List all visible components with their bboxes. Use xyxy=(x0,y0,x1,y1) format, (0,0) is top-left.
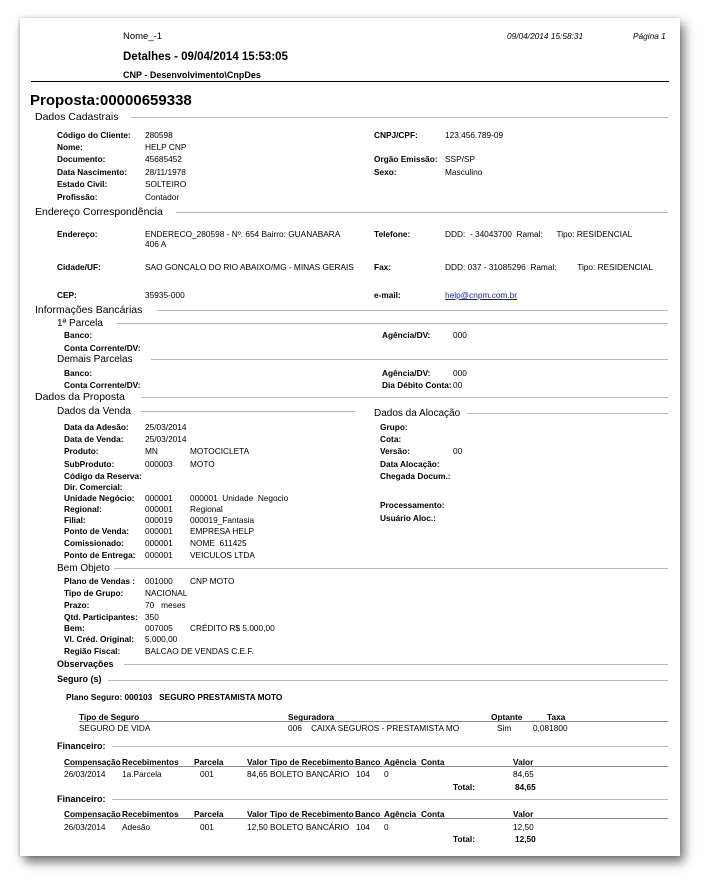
demais-agencia-label: Agência/DV: xyxy=(382,368,431,378)
dia-debito-label: Dia Débito Conta: xyxy=(382,380,452,390)
documento-value: 45685452 xyxy=(145,154,182,164)
proposta-label: Proposta: xyxy=(30,92,101,109)
section-divider xyxy=(157,310,668,311)
fin-col-recebimentos: Recebimentos xyxy=(122,809,179,819)
fin-row-parcela: 001 xyxy=(200,822,214,832)
data-nascimento-label: Data Nascimento: xyxy=(57,167,128,177)
produto-label: Produto: xyxy=(64,446,99,456)
fin-col-parcela: Parcela xyxy=(194,757,224,767)
ponto-entrega-label: Ponto de Entrega: xyxy=(64,550,136,560)
seguro-tipo-value: SEGURO DE VIDA xyxy=(79,723,151,733)
fin-col-parcela: Parcela xyxy=(194,809,224,819)
bem-label: Bem: xyxy=(64,623,85,633)
sexo-label: Sexo: xyxy=(374,167,397,177)
fax-label: Fax: xyxy=(374,262,392,272)
data-adesao-value: 25/03/2014 xyxy=(145,422,187,432)
ponto-venda-desc: EMPRESA HELP xyxy=(190,526,255,536)
produto-desc: MOTOCICLETA xyxy=(190,446,250,456)
seguro-taxa-value: 0,081800 xyxy=(533,723,568,733)
regional-code: 000001 xyxy=(145,504,173,514)
data-adesao-label: Data da Adesão: xyxy=(64,422,129,432)
fin-row-compensacao: 26/03/2014 xyxy=(64,822,106,832)
data-alocacao-label: Data Alocação: xyxy=(380,459,440,469)
dia-debito-value: 00 xyxy=(453,380,463,390)
regiao-fiscal-label: Região Fiscal: xyxy=(64,646,121,656)
profissao-label: Profissão: xyxy=(57,192,98,202)
plano-vendas-label: Plano de Vendas : xyxy=(64,576,136,586)
fin-row-agencia: 0 xyxy=(384,769,389,779)
primeira-agencia-label: Agência/DV: xyxy=(382,330,431,340)
fin-row-recebimentos: Adesão xyxy=(122,822,151,832)
versao-value: 00 xyxy=(453,446,463,456)
seguro-col-tipo: Tipo de Seguro xyxy=(79,712,140,722)
section-divider xyxy=(176,212,668,213)
prazo-value: 70 meses xyxy=(145,600,186,610)
processamento-label: Processamento: xyxy=(380,500,445,510)
section-divider xyxy=(141,397,668,398)
financeiro-title: Financeiro: xyxy=(57,741,106,751)
section-divider xyxy=(124,664,668,665)
subproduto-label: SubProduto: xyxy=(64,459,115,469)
unidade-negocio-label: Unidade Negócio: xyxy=(64,493,135,503)
telefone-value: DDD: - 34043700 Ramal: Tipo: RESIDENCIAL xyxy=(445,229,633,239)
report-name: Nome_-1 xyxy=(123,31,163,42)
fin-col-conta: Conta xyxy=(421,809,445,819)
estado-civil-label: Estado Civil: xyxy=(57,179,108,189)
fin-row-tipo: BOLETO BANCÁRIO xyxy=(270,769,350,779)
filial-desc: 000019_Fantasia xyxy=(190,515,255,525)
fin-total-label: Total: xyxy=(453,834,475,844)
nome-value: HELP CNP xyxy=(145,142,187,152)
ponto-venda-code: 000001 xyxy=(145,526,173,536)
cidade-uf-value: SAO GONCALO DO RIO ABAIXO/MG - MINAS GERAIS xyxy=(145,262,354,272)
section-divider xyxy=(112,799,668,800)
documento-label: Documento: xyxy=(57,154,106,164)
telefone-label: Telefone: xyxy=(374,229,411,239)
primeira-banco-label: Banco: xyxy=(64,330,93,340)
email-label: e-mail: xyxy=(374,290,401,300)
demais-parcelas-title: Demais Parcelas xyxy=(57,354,133,365)
profissao-value: Contador xyxy=(145,192,180,202)
fin-row-valor2: 84,65 xyxy=(513,769,534,779)
observacoes-title: Observações xyxy=(57,659,114,669)
header-divider xyxy=(31,81,669,82)
dados-alocacao-title: Dados da Alocação xyxy=(374,408,461,419)
printed-timestamp: 09/04/2014 15:58:31 xyxy=(507,31,584,41)
prazo-label: Prazo: xyxy=(64,600,90,610)
fin-col-recebimentos: Recebimentos xyxy=(122,757,179,767)
fin-row-recebimentos: 1a.Parcela xyxy=(122,769,162,779)
chegada-docum-label: Chegada Docum.: xyxy=(380,471,451,481)
estado-civil-value: SOLTEIRO xyxy=(145,179,187,189)
fin-row-agencia: 0 xyxy=(384,822,389,832)
bem-objeto-title: Bem Objeto xyxy=(57,563,110,574)
fax-value: DDD: 037 - 31085296 Ramal: Tipo: RESIDENCIAL xyxy=(445,262,653,272)
ponto-venda-label: Ponto de Venda: xyxy=(64,526,129,536)
seguro-title: Seguro (s) xyxy=(57,674,102,684)
vl-cred-label: Vl. Créd. Original: xyxy=(64,634,135,644)
produto-code: MN xyxy=(145,446,158,456)
section-bancarias: Informações Bancárias xyxy=(35,304,143,316)
plano-vendas-desc: CNP MOTO xyxy=(190,576,235,586)
primeira-conta-label: Conta Corrente/DV: xyxy=(64,343,141,353)
qtd-participantes-label: Qtd. Participantes: xyxy=(64,612,138,622)
section-divider xyxy=(141,411,355,412)
comissionado-desc: NOME 611425 xyxy=(190,538,247,548)
fin-col-valor: Valor xyxy=(247,809,268,819)
versao-label: Versão: xyxy=(380,446,410,456)
financeiro-title: Financeiro: xyxy=(57,794,106,804)
codigo-cliente-label: Código do Cliente: xyxy=(57,130,131,140)
fin-row-valor2: 12,50 xyxy=(513,822,534,832)
primeira-parcela-title: 1ª Parcela xyxy=(57,318,103,329)
demais-agencia-value: 000 xyxy=(453,368,467,378)
ponto-entrega-code: 000001 xyxy=(145,550,173,560)
plano-vendas-code: 001000 xyxy=(145,576,173,586)
codigo-reserva-label: Código da Reserva: xyxy=(64,471,142,481)
fin-col-conta: Conta xyxy=(421,757,445,767)
report-title: Detalhes - 09/04/2014 15:53:05 xyxy=(123,51,288,63)
table-header-divider xyxy=(79,721,668,722)
cidade-uf-label: Cidade/UF: xyxy=(57,262,101,272)
fin-col-valor2: Valor xyxy=(513,757,534,767)
tipo-grupo-value: NACIONAL xyxy=(145,588,188,598)
sexo-value: Masculino xyxy=(445,167,483,177)
fin-total-value: 12,50 xyxy=(515,834,536,844)
unidade-negocio-desc: 000001 Unidade Negocio xyxy=(190,493,289,503)
nome-label: Nome: xyxy=(57,142,83,152)
fin-row-banco: 104 xyxy=(356,822,370,832)
fin-col-agencia: Agência xyxy=(384,757,417,767)
section-divider xyxy=(131,117,668,118)
tipo-grupo-label: Tipo de Grupo: xyxy=(64,588,124,598)
section-divider xyxy=(151,359,668,360)
cnpj-value: 123.456.789-09 xyxy=(445,130,504,140)
table-header-divider xyxy=(64,766,668,767)
demais-banco-label: Banco: xyxy=(64,368,93,378)
plano-seguro: Plano Seguro: 000103 SEGURO PRESTAMISTA MOTO xyxy=(66,692,283,702)
fin-row-valor: 12,50 xyxy=(247,822,268,832)
orgao-emissao-label: Orgão Emissão: xyxy=(374,154,438,164)
regional-desc: Regional xyxy=(190,504,223,514)
section-divider xyxy=(117,323,668,324)
fin-row-parcela: 001 xyxy=(200,769,214,779)
filial-label: Filial: xyxy=(64,515,86,525)
fin-col-compensacao: Compensação xyxy=(64,809,121,819)
subproduto-desc: MOTO xyxy=(190,459,215,469)
endereco-line1: ENDERECO_280598 - Nº. 654 Bairro: GUANABARA xyxy=(145,229,341,239)
endereco-line2: 406 A xyxy=(145,239,167,249)
cnpj-label: CNPJ/CPF: xyxy=(374,130,418,140)
usuario-aloc-label: Usuário Aloc.: xyxy=(380,513,436,523)
fin-col-banco: Banco xyxy=(355,757,381,767)
bem-desc: CRÉDITO R$ 5.000,00 xyxy=(190,623,275,633)
fin-col-banco: Banco xyxy=(355,809,381,819)
seguro-seguradora-value: 006 CAIXA SEGUROS - PRESTAMISTA MO xyxy=(288,723,460,733)
cota-label: Cota: xyxy=(380,434,402,444)
fin-col-valor: Valor xyxy=(247,757,268,767)
fin-row-compensacao: 26/03/2014 xyxy=(64,769,106,779)
orgao-emissao-value: SSP/SP xyxy=(445,154,475,164)
fin-total-value: 84,65 xyxy=(515,782,536,792)
grupo-label: Grupo: xyxy=(380,422,408,432)
section-divider xyxy=(108,680,668,681)
section-divider xyxy=(467,413,668,414)
seguro-optante-value: Sim xyxy=(497,723,512,733)
dados-venda-title: Dados da Venda xyxy=(57,406,131,417)
email-link[interactable]: help@cnpm.com.br xyxy=(445,290,518,300)
fin-row-tipo: BOLETO BANCÁRIO xyxy=(270,822,350,832)
proposta-number: 00000659338 xyxy=(100,92,192,109)
cep-value: 35935-000 xyxy=(145,290,185,300)
fin-col-compensacao: Compensação xyxy=(64,757,121,767)
demais-conta-label: Conta Corrente/DV: xyxy=(64,380,141,390)
codigo-cliente-value: 280598 xyxy=(145,130,173,140)
fin-total-label: Total: xyxy=(453,782,475,792)
seguro-col-seguradora: Seguradora xyxy=(288,712,335,722)
primeira-agencia-value: 000 xyxy=(453,330,467,340)
subproduto-code: 000003 xyxy=(145,459,173,469)
seguro-col-optante: Optante xyxy=(491,712,523,722)
report-subtitle: CNP - Desenvolvimento\CnpDes xyxy=(123,70,261,80)
fin-col-tipo: Tipo de Recebimento xyxy=(270,757,354,767)
fin-row-banco: 104 xyxy=(356,769,370,779)
cep-label: CEP: xyxy=(57,290,77,300)
regional-label: Regional: xyxy=(64,504,102,514)
fin-col-valor2: Valor xyxy=(513,809,534,819)
regiao-fiscal-value: BALCAO DE VENDAS C.E.F. xyxy=(145,646,254,656)
seguro-col-taxa: Taxa xyxy=(547,712,566,722)
fin-col-tipo: Tipo de Recebimento xyxy=(270,809,354,819)
fin-row-valor: 84,65 xyxy=(247,769,268,779)
qtd-participantes-value: 350 xyxy=(145,612,159,622)
vl-cred-value: 5.000,00 xyxy=(145,634,178,644)
data-venda-value: 25/03/2014 xyxy=(145,434,187,444)
section-dados-cadastrais: Dados Cadastrais xyxy=(35,111,119,123)
filial-code: 000019 xyxy=(145,515,173,525)
section-divider xyxy=(112,746,668,747)
section-endereco: Endereço Correspondência xyxy=(35,206,163,218)
endereco-label: Endereço: xyxy=(57,229,98,239)
dir-comercial-label: Dir. Comercial: xyxy=(64,482,123,492)
unidade-negocio-code: 000001 xyxy=(145,493,173,503)
fin-col-agencia: Agência xyxy=(384,809,417,819)
section-divider xyxy=(114,568,668,569)
comissionado-label: Comissionado: xyxy=(64,538,124,548)
ponto-entrega-desc: VEICULOS LTDA xyxy=(190,550,255,560)
page-number: Página 1 xyxy=(633,31,666,41)
data-venda-label: Data de Venda: xyxy=(64,434,124,444)
comissionado-code: 000001 xyxy=(145,538,173,548)
bem-code: 007005 xyxy=(145,623,173,633)
table-header-divider xyxy=(64,818,668,819)
section-dados-proposta: Dados da Proposta xyxy=(35,391,125,403)
data-nascimento-value: 28/11/1978 xyxy=(145,167,186,177)
